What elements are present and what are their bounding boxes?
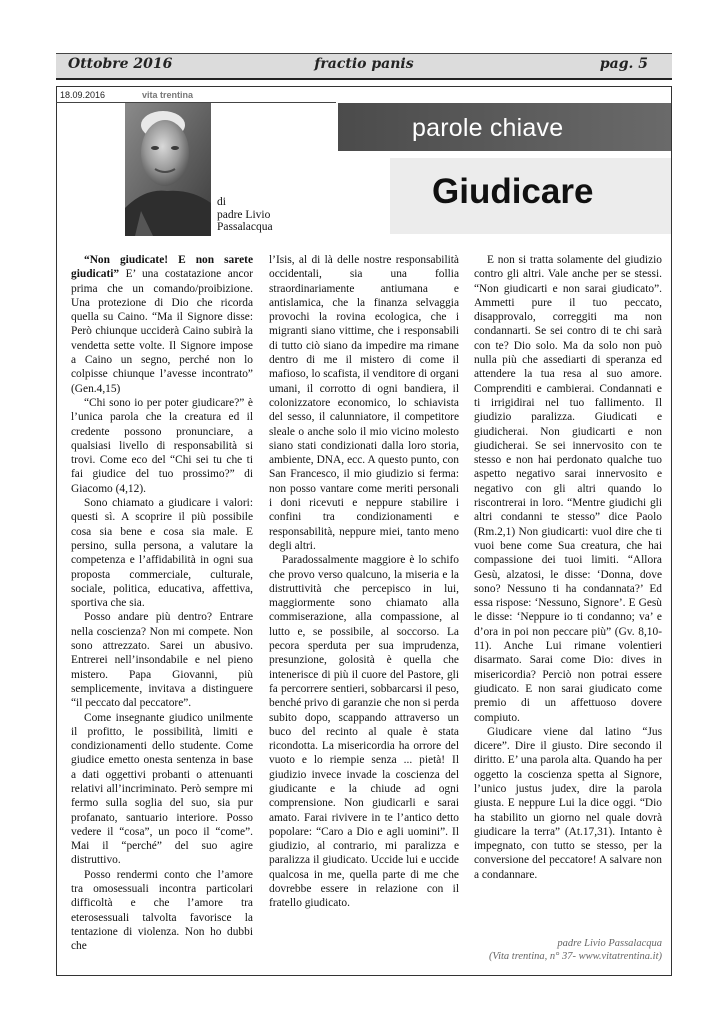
section-banner-title: parole chiave	[412, 114, 564, 142]
article-paragraph: E non si tratta solamente del giudizio contro gli altri. Vale anche per se stessi. “Non giudicarti e non sarai giudicato”. Ammetti pure il tuo peccato, disapprovalo, correggiti ma non condannarti. Se sei contro di te chi sarà con te? Dio solo. Ma da solo non può nulla più che assediarti di speranza ed attendere la tua resa al suo amore. Comprenditi e cambierai. Condannati e ti irrigidirai nel tuo fallimento. Il giudizio paralizza. Giudicati e giudicherai. Non giudicarti e non giudicherai. Se sei innervosito con te stesso e non hai perdonato qualche tuo aspetto negativo sarai innervosito e negativo con gli altri quando lo riscontrerai in loro. “Mentre giudichi gli altri condanni te stesso” dice Paolo (Rm.2,1) Non giudicarti: vuol dire che ti vuoi bene come Sua creatura, che hai compassione dei tuoi limiti. “Allora Gesù, alzatosi, le disse: ‘Donna, dove sono? Nessuno ti ha condannata?’ Ed essa rispose: ‘Nessuno, Signore’. E Gesù le disse: ‘Neppure io ti condanno; va’ e d’ora in poi non peccare più” (Gv. 8,10-11). Anche Lui rimane volentieri disarmato. Sarai come Dio: dives in misericordia? Perciò non potrai essere giudicato. E non sarai giudicato come premio di un affettuoso dovere compiuto.	[474, 254, 662, 724]
article-headline: Giudicare	[432, 172, 594, 211]
article-column-3	[474, 253, 662, 882]
article-source: vita trentina	[142, 90, 194, 100]
article-date: 18.09.2016	[60, 90, 106, 100]
article-paragraph: “Chi sono io per poter giudicare?” è l’unica parola che la creatura ed il credente possono pronunciare, a qualsiasi livello di responsabilità si trovi. Come eco del “Chi sei tu che ti fai giudice del tuo prossimo?” di Giacomo (4,12).	[71, 396, 253, 495]
article-paragraph	[71, 253, 253, 396]
article-paragraph: Paradossalmente maggiore è lo schifo che provo verso qualcuno, la miseria e la distruttività che percepisco in lui, maggiormente sono chiamato alla commiserazione, alla compassione, al lutto e, se possibile, al soccorso. La pecora sperduta per sua imprudenza, presunzione, golosità è quella che intenerisce di più il cuore del Pastore, gli fa percorrere sentieri, sobbarcarsi il peso, benché privo di garanzie che non si perda subito dopo, scappando attraverso un buco del recinto al quale è stata ricondotta. La misericordia ha orrore del vuoto e lo riempie senza ... pietà! Il giudizio invece invade la coscienza del giudicante e la chiude ad ogni comprensione. Non giudicarli e sarai amato. Farai rivivere in te l’antico detto popolare: “Caro a Dio e agli uomini”. Il giudizio, al contrario, mi paralizza e paralizza il giudicato. Uccide lui e uccide qualcosa in me, quella parte di me che dovrebbe essere in relazione con il fratello giudicato.	[269, 554, 459, 910]
dateline	[60, 90, 330, 101]
article-column-1	[71, 253, 253, 954]
article-paragraph: l’Isis, al di là delle nostre responsabilità occidentali, sia una follia straordinariamente antiumana e antislamica, che la finanza selvaggia provochi la rovina ecologica, che i migranti siano vittime, che i responsabili di tutto ciò siano da impedire ma rimane dentro di me il mistero di come il mafioso, lo scafista, il venditore di organi umani, il corrotto di ogni bandiera, il colonizzatore economico, lo schiavista del sesso, il calunniatore, il competitore sleale o anche solo il mio vicino molesto siano stati condizionati dalla loro storia, ambiente, DNA, ecc. A questo punto, con San Francesco, il mio giudizio si ferma: non posso vantare come meriti personali i doni ricevuti e neppure stabilire i confini tra condizionamenti e responsabilità, neppure miei, tanto meno degli altri.	[269, 254, 459, 552]
signature-source: (Vita trentina, n° 37- www.vitatrentina.it)	[488, 951, 662, 962]
issue-month: Ottobre 2016	[68, 56, 173, 72]
lead-quote: “Non giudicate! E non sarete giudicati”	[71, 254, 253, 281]
author-byline	[217, 196, 273, 234]
page-number: pag. 5	[599, 56, 648, 72]
byline-author-line1: padre Livio	[217, 208, 271, 221]
article-paragraph: Giudicare viene dal latino “Jus dicere”. Dire il giusto. Dire secondo il diritto. E’ una parola alta. Quando ha per oggetto la coscienza spetta al Signore, l’unico justus judex, dire la parola giusta. E neppure Lui la dice oggi. “Dio ha stabilito un giorno nel quale dovrà giudicare la terra” (At.17,31). Intanto è impegnato, con tutto se stesso, per la conversione del peccatore! A salvare non a condannare.	[474, 725, 662, 881]
article-paragraph: Posso rendermi conto che l’amore tra omosessuali incontra particolari difficoltà e che l’amore tra eterosessuali talvolta favorisce la tentazione di violenza. Non ho dubbi che	[71, 868, 253, 953]
article-paragraph: Sono chiamato a giudicare i valori: questi sì. A scoprire il più possibile cosa sia bene e cosa sia male. E persino, sulla persona, a valutare la competenza e l’affidabilità in ogni sua proposta commerciale, culturale, sociale, politica, educativa, affettiva, sportiva che sia.	[71, 497, 253, 610]
author-photo	[125, 103, 211, 236]
publication-name: fractio panis	[314, 56, 414, 72]
running-header	[56, 53, 672, 80]
signature-author: padre Livio Passalacqua	[557, 938, 662, 949]
article-paragraph: Come insegnante giudico unilmente il profitto, le possibilità, limiti e condizionamenti dello studente. Come giudice emetto onesta sentenza in base a dati oggettivi probanti o attenuanti relativi all’incriminato. Però sempre mi fermo sulla soglia del suo, sia pur profanato, santuario interiore. Posso vedere il “cosa”, un poco il “come”. Mai il “perché” del suo agire distruttivo.	[71, 711, 253, 867]
article-column-2	[269, 253, 459, 911]
byline-prefix: di	[217, 196, 226, 208]
paragraph-text: E’ una costatazione ancor prima che un comando/proibizione. Una protezione di Dio che ricorda quella su Caino. “Ma il Signore disse: Però chiunque ucciderà Caino subirà la vendetta sette volte. Il Signore impose a Caino un segno, perché non lo colpisse chiunque l’avesse incontrato” (Gen.4,15)	[71, 268, 253, 395]
article-signature	[464, 937, 662, 963]
article-paragraph: Posso andare più dentro? Entrare nella coscienza? Non mi compete. Non sono attrezzato. Sarei un abusivo. Entrerei nell’insondabile e nel pieno mistero. Papa Giovanni, più semplicemente, invitava a distinguere “il peccato dal peccatore”.	[71, 611, 253, 710]
byline-author-line2: Passalacqua	[217, 221, 273, 233]
